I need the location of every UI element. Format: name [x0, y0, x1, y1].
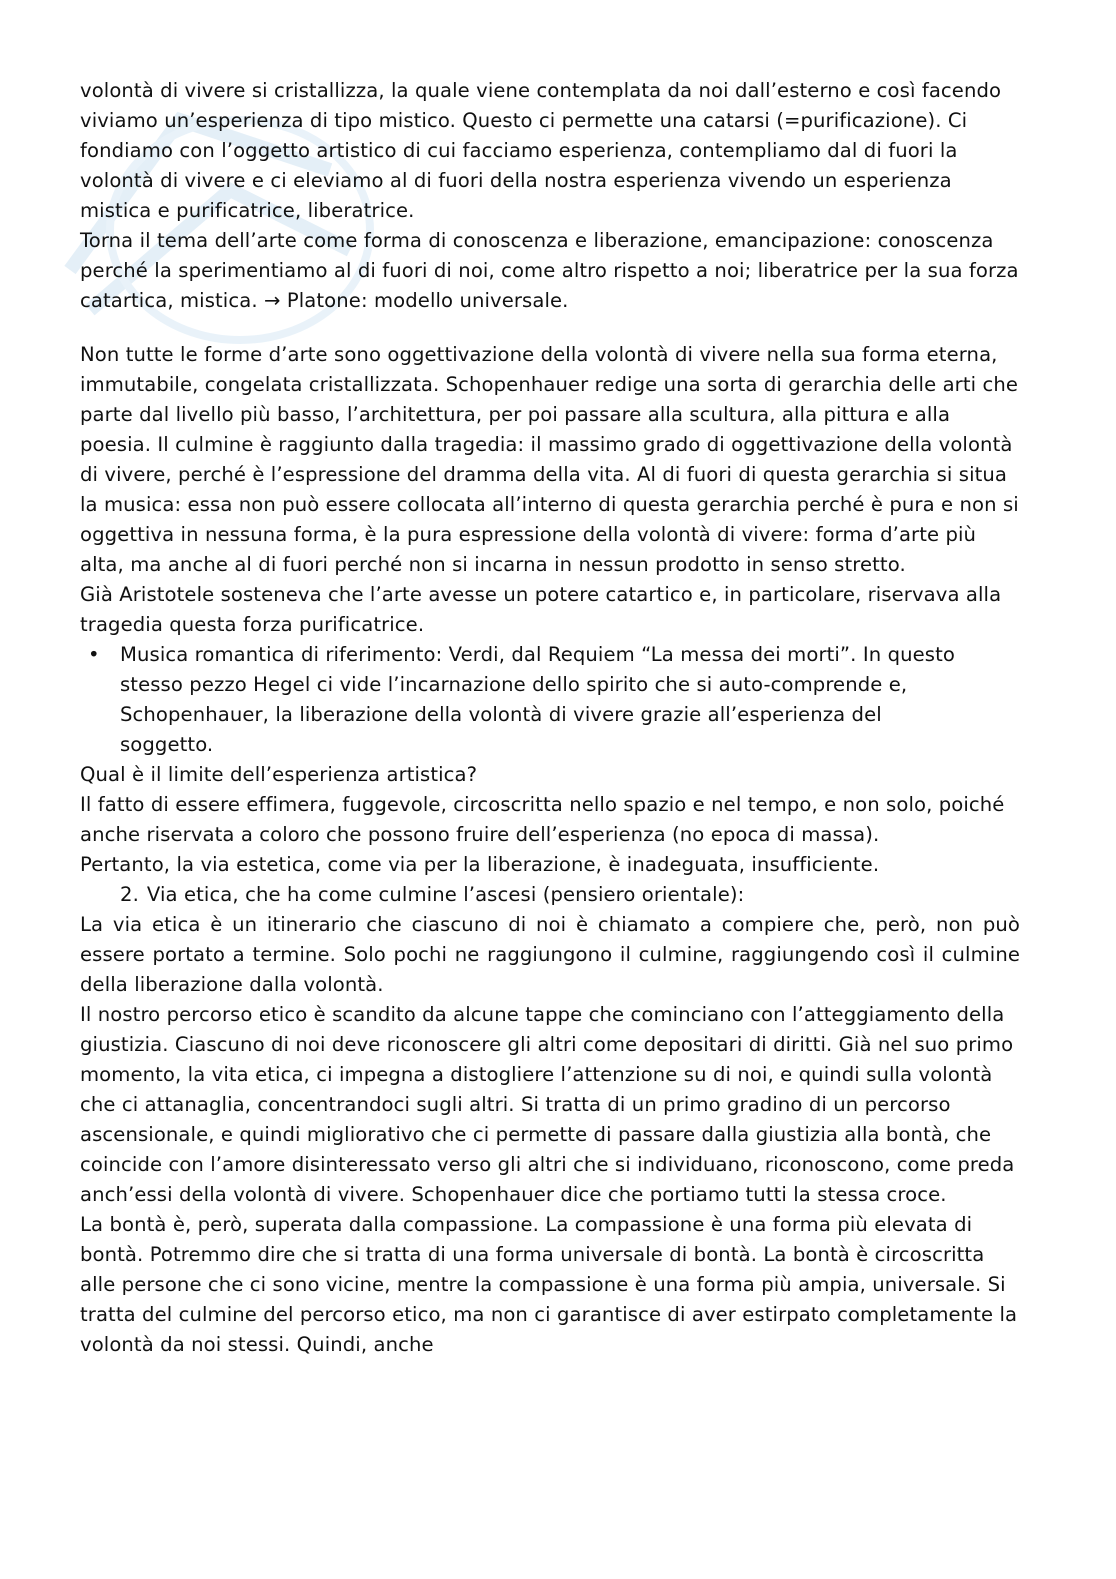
document-body	[80, 76, 1020, 1360]
paragraph-aristotle: Già Aristotele sosteneva che l’arte avesse un potere catartico e, in particolare, riservava alla tragedia questa forza purificatrice.	[80, 583, 1002, 636]
numbered-item-text: Via etica, che ha come culmine l’ascesi (pensiero orientale):	[146, 883, 745, 906]
question-limit: Qual è il limite dell’esperienza artistica?	[80, 763, 478, 786]
paragraph-ethical-itinerary: La via etica è un itinerario che ciascuno di noi è chiamato a compiere che, però, non può essere portato a termine. Solo pochi ne raggiungono il culmine, raggiungendo così il culmine della liberazione dalla volontà.	[80, 913, 1020, 996]
list-item-verdi	[80, 640, 980, 760]
paragraph-art-knowledge: Torna il tema dell’arte come forma di conoscenza e liberazione, emancipazione: conoscenza perché la sperimentiamo al di fuori di noi, come altro rispetto a noi; liberatrice per la sua forza catartica, mistica. → Platone: modello universale.	[80, 229, 1019, 312]
paragraph-aesthetic-inadequate: Pertanto, la via estetica, come via per la liberazione, è inadeguata, insufficiente.	[80, 853, 880, 876]
bullet-icon: •	[88, 643, 100, 666]
paragraph-compassion: La bontà è, però, superata dalla compassione. La compassione è una forma più elevata di bontà. Potremmo dire che si tratta di una forma universale di bontà. La bontà è circoscritta alle persone che ci sono vicine, mentre la compassione è una forma più ampia, universale. Si tratta del culmine del percorso etico, ma non ci garantisce di aver estirpato completamente la volontà da noi stessi. Quindi, anche	[80, 1213, 1018, 1356]
paragraph-contemplation: volontà di vivere si cristallizza, la quale viene contemplata da noi dall’esterno e così facendo viviamo un’esperienza di tipo mistico. Questo ci permette una catarsi (=purificazione). Ci fondiamo con l’oggetto artistico di cui facciamo esperienza, contempliamo dal di fuori la volontà di vivere e ci eleviamo al di fuori della nostra esperienza vivendo un esperienza mistica e purificatrice, liberatrice.	[80, 79, 1002, 222]
list-item-text: Musica romantica di riferimento: Verdi, dal Requiem “La messa dei morti”. In questo stesso pezzo Hegel ci vide l’incarnazione dello spirito che si auto-comprende e, Schopenhauer, la liberazione della volontà di vivere grazie all’esperienza del soggetto.	[120, 643, 955, 756]
paragraph-justice: Il nostro percorso etico è scandito da alcune tappe che cominciano con l’atteggiamento della giustizia. Ciascuno di noi deve riconoscere gli altri come depositari di diritti. Già nel suo primo momento, la vita etica, ci impegna a distogliere l’attenzione su di noi, e quindi sulla volontà che ci attanaglia, concentrandoci sugli altri. Si tratta di un primo gradino di un percorso ascensionale, e quindi migliorativo che ci permette di passare dalla giustizia alla bontà, che coincide con l’amore disinteressato verso gli altri che si individuano, riconoscono, come preda anch’essi della volontà di vivere. Schopenhauer dice che portiamo tutti la stessa croce.	[80, 1003, 1015, 1206]
paragraph-hierarchy-of-arts: Non tutte le forme d’arte sono oggettivazione della volontà di vivere nella sua forma eterna, immutabile, congelata cristallizzata. Schopenhauer redige una sorta di gerarchia delle arti che parte dal livello più basso, l’architettura, per poi passare alla scultura, alla pittura e alla poesia. Il culmine è raggiunto dalla tragedia: il massimo grado di oggettivazione della volontà di vivere, perché è l’espressione del dramma della vita. Al di fuori di questa gerarchia si situa la musica: essa non può essere collocata all’interno di questa gerarchia perché è pura e non si oggettiva in nessuna forma, è la pura espressione della volontà di vivere: forma d’arte più alta, ma anche al di fuori perché non si incarna in nessun prodotto in senso stretto.	[80, 343, 1019, 576]
numbered-item-ethical-way	[80, 880, 1020, 910]
paragraph-ephemeral: Il fatto di essere effimera, fuggevole, circoscritta nello spazio e nel tempo, e non solo, poiché anche riservata a coloro che possono fruire dell’esperienza (no epoca di massa).	[80, 793, 1005, 846]
list-number: 2.	[120, 883, 139, 906]
